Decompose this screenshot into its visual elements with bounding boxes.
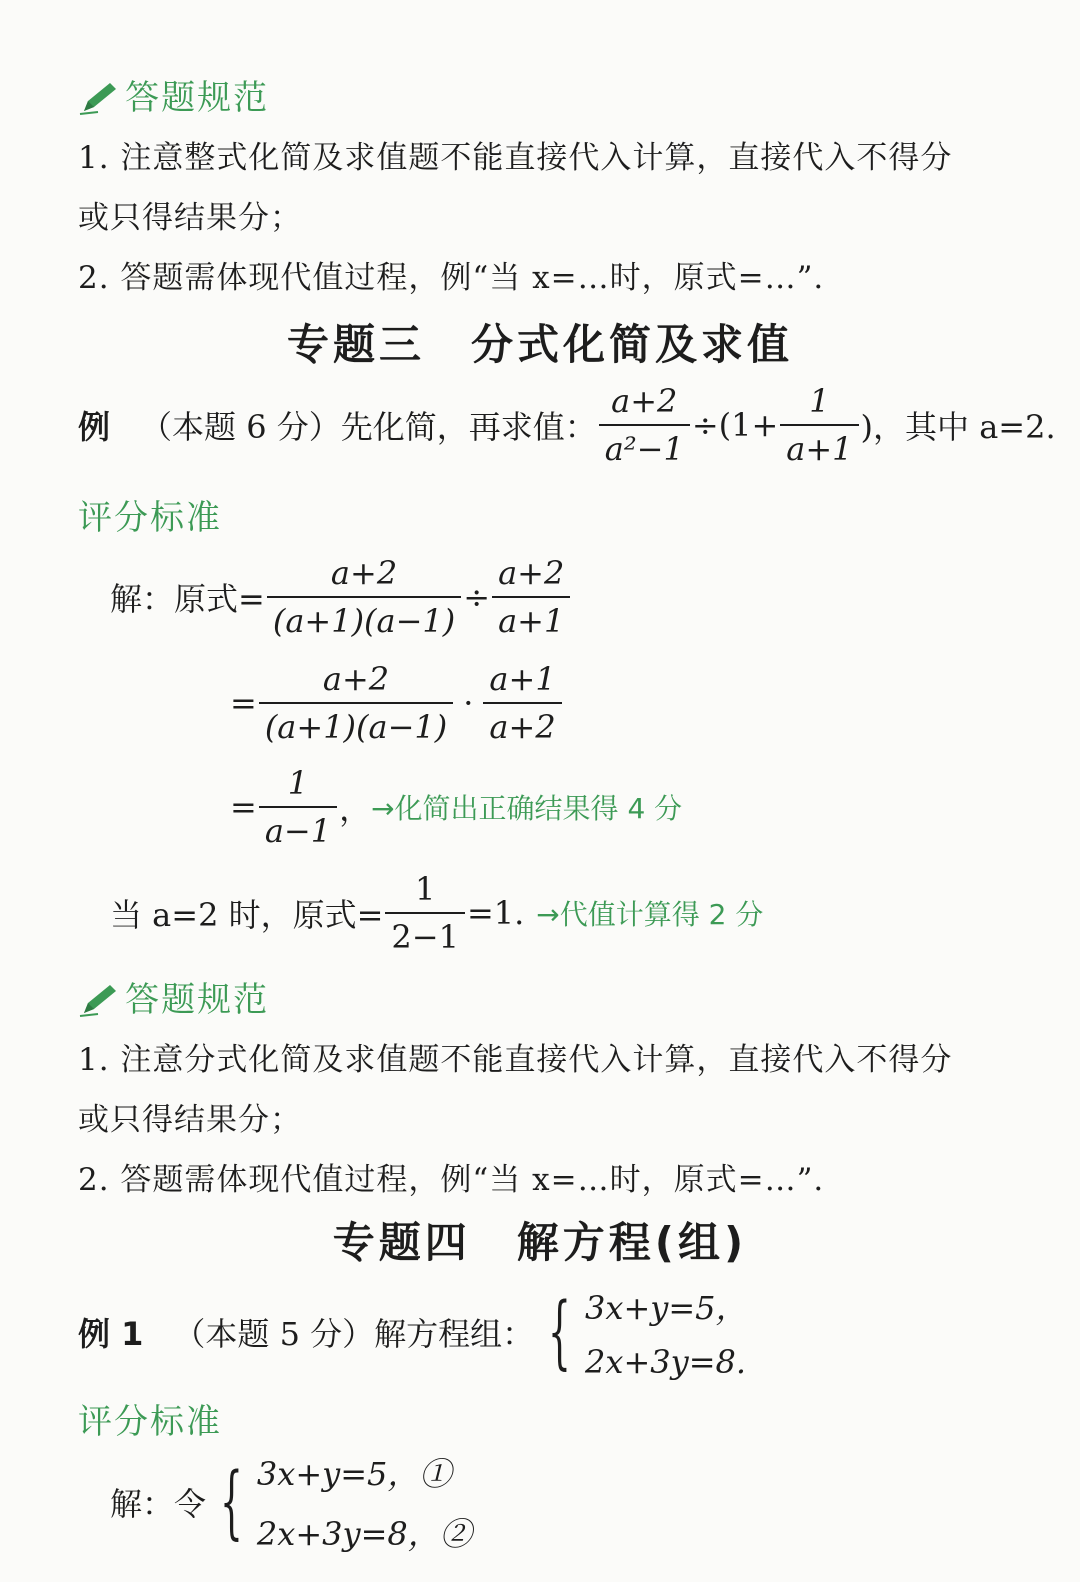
example-fraction-2 bbox=[780, 382, 858, 468]
example-operator: ÷(1+ bbox=[691, 406, 779, 444]
equation-1: 3x+y=5， bbox=[585, 1289, 748, 1327]
example-suffix: )，其中 a=2. bbox=[860, 408, 1056, 446]
example-4 bbox=[78, 1282, 748, 1382]
fraction-denominator: a+1 bbox=[780, 424, 858, 468]
spec-title: 答题规范 bbox=[125, 78, 270, 118]
equation-1: 3x+y=5，① bbox=[256, 1455, 452, 1493]
equation-2: 2x+3y=8，② bbox=[256, 1515, 472, 1553]
topic-3-title: 专题三 分式化简及求值 bbox=[286, 320, 793, 369]
fraction-denominator: (a+1)(a−1) bbox=[259, 702, 453, 746]
operator: ÷ bbox=[463, 578, 491, 616]
spec-title: 答题规范 bbox=[125, 980, 270, 1020]
grading-title-3: 评分标准 bbox=[78, 498, 222, 538]
spec-rule-1-line-2: 或只得结果分； bbox=[78, 200, 302, 236]
example-fraction-1 bbox=[599, 382, 690, 468]
solution-line-1 bbox=[110, 552, 572, 642]
spec-header-2 bbox=[78, 972, 269, 1021]
equals-sign: = bbox=[230, 788, 257, 826]
score-note: →化简出正确结果得 4 分 bbox=[371, 792, 683, 825]
fraction-denominator: 2−1 bbox=[385, 912, 465, 956]
example-label: 例 1 bbox=[78, 1315, 144, 1353]
fraction-numerator: a+1 bbox=[489, 660, 556, 698]
example-prefix: （本题 6 分）先化简，再求值： bbox=[140, 408, 597, 446]
solution-fraction bbox=[385, 870, 465, 956]
solution-line-3 bbox=[230, 762, 682, 852]
fraction-numerator: a+2 bbox=[498, 554, 565, 592]
fraction-numerator: a+2 bbox=[611, 382, 678, 420]
solution-fraction bbox=[259, 764, 337, 850]
topic-4-title: 专题四 解方程(组) bbox=[332, 1218, 748, 1267]
solution-system bbox=[110, 1452, 472, 1552]
left-brace: { bbox=[548, 1285, 572, 1378]
fraction-denominator: a²−1 bbox=[599, 424, 690, 468]
spec-rule-1-line-2: 或只得结果分； bbox=[78, 1102, 302, 1138]
example-prefix: （本题 5 分）解方程组： bbox=[173, 1315, 535, 1353]
solution-label: 解：原式= bbox=[110, 580, 265, 618]
fraction-numerator: 1 bbox=[415, 870, 436, 908]
substitution-prefix: 当 a=2 时，原式= bbox=[110, 896, 384, 934]
solution-fraction bbox=[267, 554, 461, 640]
solution-line-4 bbox=[110, 868, 763, 958]
fraction-numerator: 1 bbox=[809, 382, 830, 420]
solution-fraction bbox=[483, 660, 561, 746]
comma: ， bbox=[339, 790, 372, 828]
fraction-numerator: a+2 bbox=[322, 660, 390, 698]
equation-2: 2x+3y=8. bbox=[585, 1343, 747, 1381]
operator: · bbox=[463, 684, 474, 722]
equals-sign: = bbox=[230, 684, 257, 722]
fraction-numerator: 1 bbox=[287, 764, 309, 802]
fraction-denominator: a−1 bbox=[259, 806, 337, 850]
spec-rule-1-line-1: 1. 注意整式化简及求值题不能直接代入计算，直接代入不得分 bbox=[78, 140, 953, 176]
example-label: 例 bbox=[78, 408, 111, 446]
spec-header-1 bbox=[78, 70, 269, 119]
solution-fraction bbox=[259, 660, 453, 746]
fraction-denominator: (a+1)(a−1) bbox=[267, 596, 461, 640]
left-brace: { bbox=[220, 1455, 243, 1548]
pencil-icon bbox=[78, 81, 120, 115]
fraction-numerator: a+2 bbox=[330, 554, 398, 592]
spec-rule-1-line-1: 1. 注意分式化简及求值题不能直接代入计算，直接代入不得分 bbox=[78, 1042, 953, 1078]
equation-system bbox=[257, 1449, 472, 1555]
solution-fraction bbox=[492, 554, 570, 640]
grading-title-4: 评分标准 bbox=[78, 1402, 222, 1442]
spec-rule-2: 2. 答题需体现代值过程，例“当 x=…时，原式=…”. bbox=[78, 1162, 825, 1198]
fraction-denominator: a+1 bbox=[492, 596, 570, 640]
pencil-icon bbox=[78, 983, 120, 1017]
solution-line-2 bbox=[230, 658, 564, 748]
result: =1. bbox=[466, 894, 525, 932]
spec-rule-2: 2. 答题需体现代值过程，例“当 x=…时，原式=…”. bbox=[78, 260, 825, 296]
solution-label: 解：令 bbox=[110, 1485, 207, 1523]
score-note: →代值计算得 2 分 bbox=[536, 898, 764, 931]
example-3 bbox=[78, 380, 1056, 470]
fraction-denominator: a+2 bbox=[483, 702, 561, 746]
equation-system bbox=[585, 1283, 747, 1381]
